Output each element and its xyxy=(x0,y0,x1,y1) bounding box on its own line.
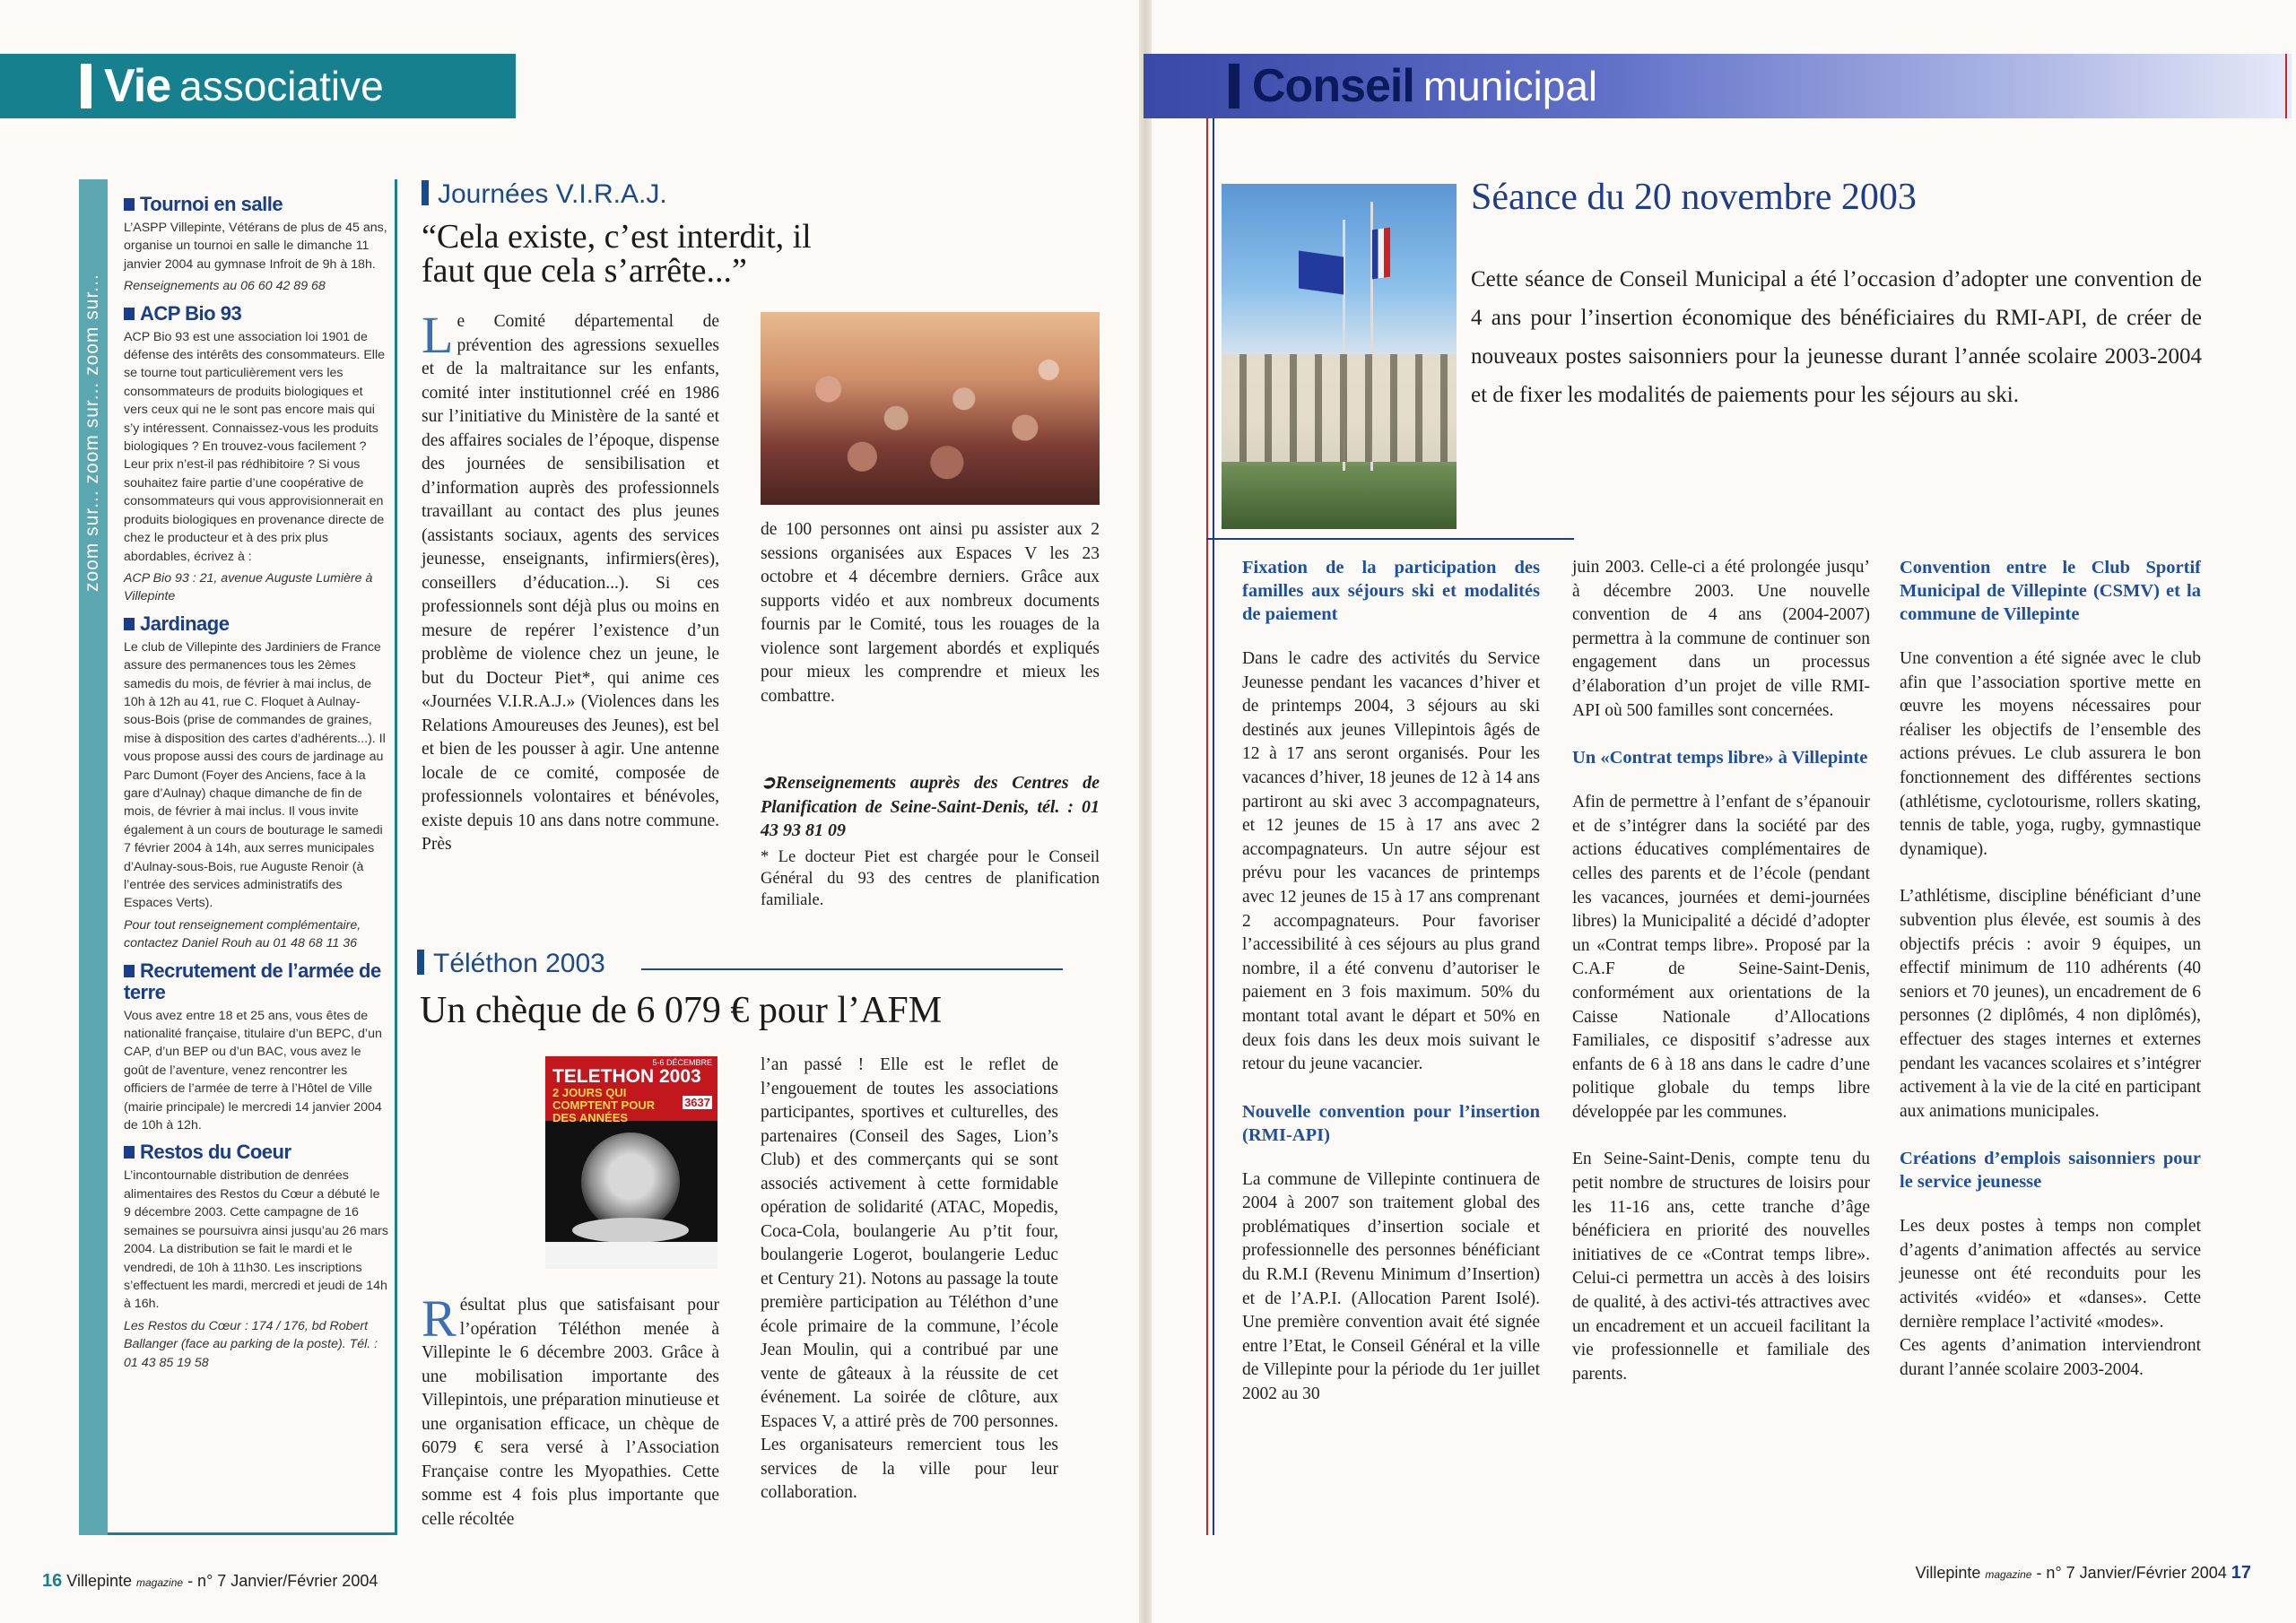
town-hall-photo xyxy=(1222,184,1457,529)
zoom-label: zoom sur... zoom sur... zoom sur... xyxy=(82,273,102,592)
header-title-strong: Vie xyxy=(104,60,171,112)
dropcap: R xyxy=(422,1289,457,1348)
sidebar-heading: ACP Bio 93 xyxy=(124,303,388,325)
zoom-sidebar xyxy=(79,179,397,1535)
sidebar-heading: Tournoi en salle xyxy=(124,194,388,215)
decor-horizontal-line xyxy=(1206,538,1574,540)
telethon-column-1: Résultat plus que satisfaisant pour l’opération Téléthon menée à Villepinte le 6 décembre 2003. Grâce à une mobilisation importante des Villepintois, une préparation minutieuse et une organisation efficace, un chèque de 6079 € sera versé à l’Association Française contre les Myopathies. Cette somme est 4 fois plus importante que celle récoltée xyxy=(422,1289,719,1529)
section-header-conseil-municipal xyxy=(1144,54,2292,118)
subheading: Un «Contrat temps libre» à Villepinte xyxy=(1572,748,1868,768)
child-photo xyxy=(581,1133,680,1231)
cake-image xyxy=(572,1218,689,1243)
dropcap: L xyxy=(422,306,454,364)
poster-footer xyxy=(545,1242,718,1269)
page-number: 16 xyxy=(42,1571,63,1591)
sidebar-info: ACP Bio 93 : 21, avenue Auguste Lumière à Villepinte xyxy=(124,570,373,604)
magazine-label: magazine xyxy=(1985,1568,2032,1581)
square-bullet-icon xyxy=(124,1146,135,1159)
poster-number: 3637 xyxy=(684,1096,710,1109)
subheading: Nouvelle convention pour l’insertion (RMI-API) xyxy=(1242,1101,1540,1145)
sidebar-text: Le club de Villepinte des Jardiniers de France assure des permanences tous les 2èmes samedis du mois, de février à mai inclus, de 10h à 12h au 41, rue C. Floquet à Aulnay-sous-Bois (prise de commandes de graines, mise à disposition des cartes d’adhérents...). Il vous propose aussi des cours de jardinage au Parc Dumont (Foyer des Anciens, face à la gare d’Aulnay) chaque dimanche de fin de mois, de février à mai inclus. Il vous invite également à un cours de bouturage le samedi 7 février 2004 à 14h, aux serres municipales d’Aulnay-sous-Bois, rue Auguste Renoir (à l’entrée des services administratifs des Espaces Verts). xyxy=(124,639,386,911)
poster-subtitle: 2 JOURS QUI COMPTENT POUR DES ANNÉES xyxy=(552,1086,656,1124)
sidebar-info: Renseignements au 06 60 42 89 68 xyxy=(124,279,326,294)
building xyxy=(1222,354,1457,462)
header-title-light: municipal xyxy=(1422,63,1598,109)
section-label-telethon: Téléthon 2003 xyxy=(417,949,605,979)
telethon-column-2: l’an passé ! Elle est le reflet de l’engouement de toutes les associations participantes, sportives et culturelles, des partenaires (Conseil des Sages, Lion’s Club) et des commerçants qui se sont associés activement à cette formidable opération de solidarité (ATAC, Mopedis, Coca-Cola, boulangerie Au p’tit four, boulangerie Logerot, boulangerie Leduc et Century 21). Notons au passage la toute première participation au Téléthon d’une école primaire de la commune, l’école Jean Moulin, qui a contribué par une vente de gâteaux à la réussite de cet événement. La soirée de clôture, aux Espaces V, a attiré près de 700 personnes. Les organisateurs remercient tous les services de la ville pour leur collaboration. xyxy=(761,1055,1058,1502)
paragraph: Dans le cadre des activités du Service Jeunesse pendant les vacances d’hiver et de printemps 2004, 3 séjours au ski destinés aux jeunes Villepintois âgés de 12 à 17 ans seront organisés. Pour les vacances d’hiver, 18 jeunes de 12 à 14 ans partiront au ski avec 3 accompagnateurs, et 12 jeunes de 15 à 17 ans avec 2 accompagnateurs. Un autre séjour est prévu pour les vacances de printemps avec 12 jeunes de 15 à 17 ans comprenant 2 accompagnateurs. Pour favoriser l’accessibilité à ces séjours au plus grand nombre, il a été convenu d’autoriser le paiement en 3 fois maximum. 50% du montant total avant le départ et 50% en deux fois dans les deux mois suivant le retour du jeune vacancier. xyxy=(1242,649,1540,1074)
paragraph: Ces agents d’animation interviendront durant l’année scolaire 2003-2004. xyxy=(1900,1336,2201,1379)
brand: Villepinte xyxy=(66,1572,132,1590)
zoom-band xyxy=(79,179,108,1535)
viraj-session-photo xyxy=(761,312,1100,505)
subheading: Créations d’emplois saisonniers pour le service jeunesse xyxy=(1900,1149,2201,1193)
seance-column-1 xyxy=(1242,556,1540,1407)
page-number: 17 xyxy=(2231,1563,2251,1583)
sidebar-content xyxy=(124,187,388,1376)
eu-flag-icon xyxy=(1299,250,1344,294)
sidebar-heading: Restos du Coeur xyxy=(124,1141,388,1163)
seance-headline: Séance du 20 novembre 2003 xyxy=(1471,177,1917,218)
square-bullet-icon xyxy=(124,198,135,211)
header-bar-icon xyxy=(81,64,91,108)
square-bullet-icon xyxy=(124,308,135,320)
telethon-poster xyxy=(545,1056,718,1269)
seance-column-3 xyxy=(1900,556,2201,1382)
brand: Villepinte xyxy=(1915,1564,1981,1582)
viraj-headline: “Cela existe, c’est interdit, il faut que cela s’arrête...” xyxy=(422,218,812,290)
section-label-viraj: Journées V.I.R.A.J. xyxy=(422,179,667,210)
square-bullet-icon xyxy=(124,618,135,630)
footer-left xyxy=(42,1571,378,1592)
header-title-strong: Conseil xyxy=(1252,60,1414,112)
sidebar-text: Vous avez entre 18 et 25 ans, vous êtes de nationalité française, titulaire d’un BEPC, d’un CAP, d’un BEP ou d’un BAC, vous avez le goût de l’aventure, venez rencontrer les officiers de l’armée de terre à l’Hôtel de Ville (mairie principale) le mercredi 14 janvier 2004 de 10h à 12h. xyxy=(124,1008,382,1133)
seance-intro: Cette séance de Conseil Municipal a été l’occasion d’adopter une convention de 4 ans pour l’insertion économique des bénéficiaires du RMI-API, de créer de nouveaux postes saisonniers pour la jeunesse durant l’année scolaire 2003-2004 et de fixer les modalités de paiements pour les séjours au ski. xyxy=(1471,267,2202,407)
header-title-light: associative xyxy=(179,63,384,109)
viraj-column-2: de 100 personnes ont ainsi pu assister aux 2 sessions organisées aux Espaces V les 23 octobre et 4 décembre derniers. Grâce aux supports vidéo et aux nombreux documents fournis par le Comité, tous les rouages de la violence sont largement abordés et expliqués pour mieux les comprendre et mieux les combattre. xyxy=(761,520,1100,706)
header-bar-icon xyxy=(1229,64,1239,108)
magazine-label: magazine xyxy=(136,1576,184,1589)
sidebar-info: Pour tout renseignement complémentaire, contactez Daniel Rouh au 01 48 68 11 36 xyxy=(124,917,361,951)
viraj-contact: ➲Renseignements auprès des Centres de Planification de Seine-Saint-Denis, tél. : 01 43 93 81 09 xyxy=(761,773,1100,840)
paragraph: Les deux postes à temps non complet d’agents d’animation affectés au service jeunesse ont été reconduits pour les activités «vidéo» et «danses». Cette dernière remplace l’activité «modes». xyxy=(1900,1217,2201,1332)
poster-title: TELETHON 2003 xyxy=(552,1066,701,1087)
section-rule xyxy=(641,968,1063,970)
sidebar-heading: Jardinage xyxy=(124,613,388,635)
issue: - n° 7 Janvier/Février 2004 xyxy=(2036,1564,2227,1582)
viraj-column-1: Le Comité départemental de prévention des agressions sexuelles et de la maltraitance sur les enfants, comité inter institutionnel créé en 1986 sur l’initiative du Ministère de la santé et des affaires sociales de l’époque, dispense des journées de sensibilisation et d’information auprès des professionnels travaillant au contact des plus jeunes (assistants sociaux, agents des services jeunesse, enseignants, infirmiers(ères), conseillers d’éducation...). Si ces professionnels sont déjà plus ou moins en mesure de repérer l’existence d’un problème de violence chez un jeune, le but du Docteur Piet*, qui anime ces «Journées V.I.R.A.J.» (Violences dans les Relations Amoureuses des Jeunes), est bel et bien de les pousser à agir. Une antenne locale de ce comité, composée de professionnels volontaires et bénévoles, existe depuis 10 ans dans notre commune. Près xyxy=(422,306,719,854)
paragraph: Une convention a été signée avec le club afin que l’association sportive mette en œuvre les moyens nécessaires pour réaliser les objectifs de l’ensemble des actions prévues. Le club assurera le bon fonctionnement des différentes sections (athlétisme, cyclotourisme, rollers skating, tennis de table, yoga, rugby, gymnastique dynamique). xyxy=(1900,649,2201,859)
seance-column-2 xyxy=(1572,556,1870,1386)
issue: - n° 7 Janvier/Février 2004 xyxy=(187,1572,378,1590)
paragraph: En Seine-Saint-Denis, compte tenu du petit nombre de structures de loisirs pour les 11-16 ans, cette tranche d’âge bénéficiera en priorité des nouvelles initiatives de ce «Contrat temps libre». Celui-ci permettra un accès à des loisirs de qualité, à des activi-tés attractives avec un encadrement et un accueil facilitant la vie professionnelle et familiale des parents. xyxy=(1572,1150,1870,1384)
section-bar-icon xyxy=(417,950,424,975)
poster-date: 5-6 DÉCEMBRE xyxy=(652,1058,712,1067)
section-bar-icon xyxy=(422,180,429,205)
sidebar-heading: Recrutement de l’armée de terre xyxy=(124,959,381,1003)
paragraph: Afin de permettre à l’enfant de s’épanouir et de s’intégrer dans la société par des actions éducatives complémentaires de celles des parents et de l’école (pendant les vacances, journées et demi-journées libres) la Municipalité a décidé d’adopter un «Contrat temps libre». Proposé par la C.A.F de Seine-Saint-Denis, conformément aux orientations de la Caisse Nationale d’Allocations Familiales, ce dispositif s’adresse aux enfants de 6 à 18 ans dans le cadre d’une politique globale du temps libre développée par les communes. xyxy=(1572,793,1870,1122)
subheading: Fixation de la participation des familles aux séjours ski et modalités de paiement xyxy=(1242,558,1540,624)
sidebar-info: Les Restos du Cœur : 174 / 176, bd Robert Ballanger (face au parking de la poste). Tél. : 01 43 85 19 58 xyxy=(124,1318,378,1370)
paragraph: L’athlétisme, discipline bénéficiant d’une subvention plus élevée, est soumis à des objectifs précis : avoir 9 équipes, un effectif minimum de 110 adhérents (40 seniors et 70 jeunes), un encadrement de 6 personnes (2 diplômés, 4 non diplômés), effectuer des stages internes et externes pendant les vacances scolaires et s’intégrer activement à la vie de la cité en participant aux animations municipales. xyxy=(1900,887,2201,1121)
french-flag-icon xyxy=(1372,228,1390,280)
telethon-headline: Un chèque de 6 079 € pour l’AFM xyxy=(420,990,943,1031)
square-bullet-icon xyxy=(124,965,135,977)
paragraph: La commune de Villepinte continuera de 2004 à 2007 son traitement global des problématiques d’insertion sociale et professionnelle des personnes bénéficiant du R.M.I (Revenu Minimum d’Insertion) et de l’A.P.I. (Allocation Parent Isolé). Une première convention avait été signée entre l’Etat, le Conseil Général et la ville de Villepinte pour la période du 1er juillet 2002 au 30 xyxy=(1242,1169,1540,1404)
subheading: Convention entre le Club Sportif Municipal de Villepinte (CSMV) et la commune de Villepinte xyxy=(1900,558,2201,624)
sidebar-text: L’ASPP Villepinte, Vétérans de plus de 45 ans, organise un tournoi en salle le dimanche 11 janvier 2004 au gymnase Infroit de 9h à 18h. xyxy=(124,221,387,272)
decor-red-edge xyxy=(2285,54,2287,118)
sidebar-text: ACP Bio 93 est une association loi 1901 de défense des intérêts des consommateurs. Elle se tourne tout particulièrement vers les consommateurs de produits biologiques et vers ceux qui ne le sont pas encore mais qui s’y intéressent. Connaissez-vous les produits biologiques ? En trouvez-vous facilement ? Leur prix n’est-il pas rédhibitoire ? Si vous souhaitez faire partie d’une coopérative de consommateurs qui vous approvisionnerait en produits biologiques en provenance directe de chez le producteur et à des prix plus abordables, écrivez à : xyxy=(124,329,385,564)
section-header-vie-associative xyxy=(0,54,516,118)
page-gutter xyxy=(1139,0,1152,1623)
decor-blue-line xyxy=(1213,118,1214,1535)
sidebar-text: L’incontournable distribution de denrées alimentaires des Restos du Cœur a débuté le 9 décembre 2003. Cette campagne de 16 semaines se poursuivra ainsi jusqu’au 26 mars 2004. La distribution se fait le mardi et le vendredi, de 10h à 11h30. Les inscriptions s’effectuent les mardi, mercredi et jeudi de 14h à 16h. xyxy=(124,1168,388,1312)
viraj-footnote: * Le docteur Piet est chargée pour le Conseil Général du 93 des centres de planification familiale. xyxy=(761,848,1100,909)
paragraph: juin 2003. Celle-ci a été prolongée jusqu’ à décembre 2003. Une nouvelle convention de 4 ans (2004-2007) permettra à la commune de continuer son engagement dans un processus d’élaboration d’un projet de ville RMI-API où 500 familles sont concernées. xyxy=(1572,558,1870,720)
decor-red-line xyxy=(1206,118,1208,1535)
footer-right xyxy=(1916,1563,2251,1584)
